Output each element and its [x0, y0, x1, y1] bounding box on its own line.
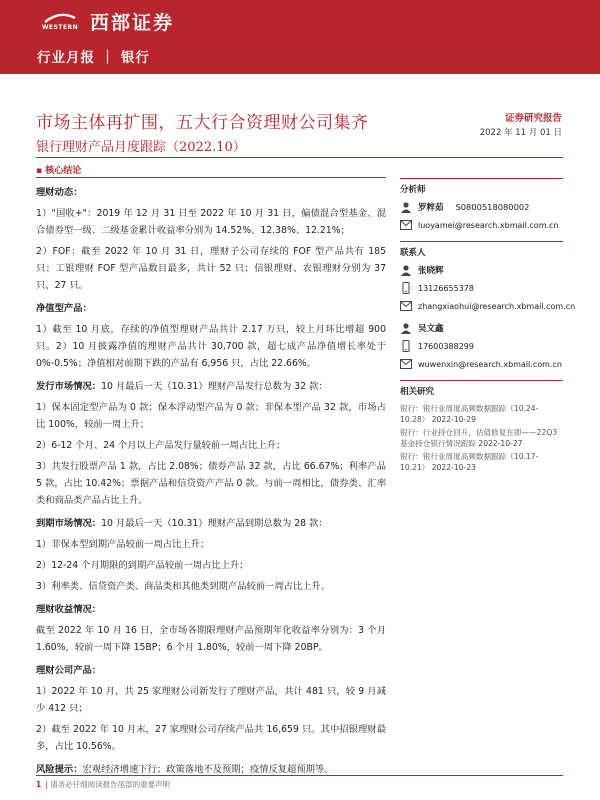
contact-row [400, 322, 563, 334]
separator: | [45, 780, 51, 789]
paragraph: 3）共发行股票产品 1 款，占比 2.08%；债券产品 32 款，占比 66.67%；利率产品 5 款，占比 10.42%；票据产品和信贷资产产品 0 款。与前一周相比，债券类、汇率类和商品类产品占比上升。 [36, 461, 386, 506]
report-title: 市场主体再扩围，五大行合资理财公司集齐 [36, 113, 369, 133]
section-heading: 理财公司产品： [36, 665, 102, 676]
paragraph: 3）利率类、信贷资产类、商品类和其他类到期产品较前一周占比上升。 [36, 581, 331, 592]
phone-icon [400, 340, 412, 352]
logo-mark [38, 9, 82, 35]
email-icon [400, 358, 412, 370]
report-date: 2022 年 11 月 01 日 [479, 128, 562, 138]
email-row [400, 219, 563, 231]
email-row [400, 358, 563, 370]
paragraph: 2）截至 2022 年 10 月末，27 家理财公司存续产品共 16,659 只。其中招银理财最多，占比 10.56%。 [36, 724, 386, 752]
analyst-heading: 分析师 [400, 178, 563, 195]
logo-en-text: WESTERN [41, 23, 79, 31]
contact-name: 吴文鑫 [418, 324, 444, 334]
section-heading: 净值型产品： [36, 303, 92, 314]
paragraph: 2）6-12 个月、24 个月以上产品发行量较前一周占比上升； [36, 440, 286, 451]
title-divider [36, 157, 563, 158]
related-list [400, 403, 563, 473]
header-banner [0, 0, 600, 74]
section-heading: 到期市场情况： [36, 518, 102, 529]
related-item[interactable]: 银行：银行业周度高频数据跟踪（10.24-10.28） 2022-10-29 [400, 404, 539, 424]
related-item[interactable]: 银行：银行业周度高频数据跟踪（10.17-10.21） 2022-10-23 [400, 452, 539, 472]
paragraph: 2）12-24 个月期限的到期产品较前一周占比上升； [36, 560, 249, 571]
contact-heading: 联系人 [400, 241, 563, 258]
person-icon [400, 201, 412, 213]
bullet-icon: ▪ [36, 166, 46, 176]
paragraph: 1）2022 年 10 月，共 25 家理财公司新发行了理财产品，共计 481 只，较 9 月减少 412 只； [36, 686, 386, 714]
analyst-cert: S0800518080002 [455, 202, 530, 212]
footer-divider [36, 775, 563, 776]
analyst-name: 罗粹茹 [418, 203, 444, 213]
report-category: 行业月报 ｜ 银行 [37, 50, 150, 66]
related-item[interactable]: 银行：行业持仓回升，估值修复在即——22Q3 基金持仓银行情况跟踪 2022-10-27 [400, 428, 558, 448]
email-row [400, 300, 576, 312]
contact-row [400, 264, 563, 276]
page-number: 1 [36, 780, 42, 789]
email-icon [400, 219, 412, 231]
section-heading: 理财动态： [36, 187, 83, 198]
section-line: 发行市场情况：10 月最后一天（10.31）理财产品发行总数为 32 款： [36, 381, 328, 392]
core-divider [36, 177, 386, 178]
logo [38, 8, 174, 35]
analyst-email[interactable]: luoyamei@research.xbmail.com.cn [418, 220, 559, 230]
contact-name: 张晓辉 [418, 266, 444, 276]
section-line: 到期市场情况：10 月最后一天（10.31）理财产品到期总数为 28 款： [36, 518, 328, 529]
report-subtitle: 银行理财产品月度跟踪（2022.10） [36, 140, 246, 155]
footer [36, 779, 170, 790]
risk-warning: 风险提示：宏观经济增速下行；政策落地不及预期；疫情反复超预期等。 [36, 764, 334, 775]
report-type: 证券研究报告 [504, 113, 562, 124]
logo-cn-text: 西部证券 [90, 12, 175, 34]
section-heading: 发行市场情况： [36, 381, 102, 392]
paragraph: 2）FOF：截至 2022 年 10 月 31 日，理财子公司存续的 FOF 型产品共有 185 只；工银理财 FOF 型产品数目最多，共计 52 只；信银理财、农银理财分别为 37 只、27 只。 [36, 246, 386, 291]
contact-email[interactable]: wuwenxin@research.xbmail.com.cn [418, 359, 562, 369]
core-conclusion-label: ▪ 核心结论 [36, 166, 82, 176]
logo-swoosh-icon [43, 12, 77, 24]
contact-phone: 17600388299 [418, 341, 474, 351]
paragraph: 截至 2022 年 10 月 16 日，全市场各期限理财产品预期年化收益率分别为：3 个月 1.60%，较前一周下降 15BP；6 个月 1.80%，较前一周下降 20BP。 [36, 625, 386, 653]
paragraph: 1）保本固定型产品为 0 款；保本浮动型产品为 0 款；非保本型产品 32 款，市场占比 100%，较前一周上升； [36, 402, 386, 430]
sidebar [400, 178, 576, 475]
paragraph: 1）非保本型到期产品较前一周占比上升； [36, 539, 210, 550]
contact-phone: 13126655378 [418, 283, 474, 293]
disclaimer-notice: 请务必仔细阅读报告尾部的重要声明 [50, 780, 171, 789]
person-icon [400, 322, 412, 334]
contact-email[interactable]: zhangxiaohui@research.xbmail.com.cn [418, 301, 576, 311]
analyst-row [400, 201, 563, 213]
risk-heading: 风险提示： [36, 764, 83, 775]
phone-icon [400, 282, 412, 294]
person-icon [400, 264, 412, 276]
section-heading: 理财收益情况： [36, 604, 102, 615]
email-icon [400, 300, 412, 312]
related-heading: 相关研究 [400, 380, 563, 397]
main-content [36, 184, 386, 778]
paragraph: 1）截至 10 月底，存续的净值型理财产品共计 2.17 万只，较上月环比增超 900 只。2）10 月披露净值的理财产品共计 30,700 款，超七成产品净值增长率处于 0%-0.5%；净值相对前期下跌的产品有 6,956 只，占比 22.66%。 [36, 324, 386, 369]
phone-row [400, 340, 563, 352]
phone-row [400, 282, 563, 294]
paragraph: 1）"国收+"：2019 年 12 月 31 日至 2022 年 10 月 31 日，偏债混合型基金、混合债券型一级、二级基金累计收益率分别为 14.52%、12.38%、12.21%； [36, 208, 386, 236]
